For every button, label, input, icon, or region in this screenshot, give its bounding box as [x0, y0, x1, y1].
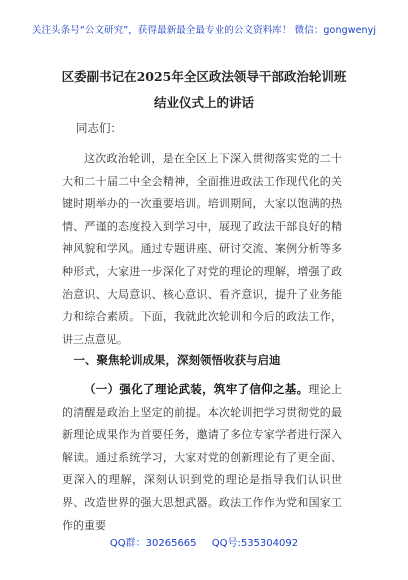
salutation: 同志们： — [76, 121, 122, 135]
document-title: 区委副书记在2025年全区政法领导干部政治轮训班结业仪式上的讲话 — [61, 69, 347, 110]
subsection-body: 理论上的清醒是政治上坚定的前提。本次轮训把学习贯彻党的最新理论成果作为首要任务，邀请了多位专家学者进行深入解读。通过系统学习，大家对党的创新理论有了更全面、更深入的理解，深刻认识到党的理论是指导我们认识世界、改造世界的强大思想武器。政法工作作为党和国家工作的重要 — [62, 383, 343, 532]
body-paragraph-1: 这次政治轮训，是在全区上下深入贯彻落实党的二十大和二十届二中全会精神，全面推进政法工作现代化的关键时期举办的一次重要培训。培训期间，大家以饱满的热情、严谨的态度投入到学习中，展现了政法干部良好的精神风貌和学风。通过专题讲座、研讨交流、案例分析等多种形式，大家进一步深化了对党的理论的理解，增强了政治意识、大局意识、核心意识、看齐意识，提升了业务能力和综合素质。下面，我就此次轮训和今后的政法工作，讲三点意见。 — [62, 152, 342, 346]
footer-qq-group: QQ群：30265665 — [109, 538, 197, 549]
footer-qq-number: QQ号:535304092 — [211, 538, 299, 549]
body-paragraph-2 — [62, 378, 342, 537]
section-heading-1: 一、聚焦轮训成果，深刻领悟收获与启迪 — [73, 353, 281, 367]
subsection-lead: （一）强化了理论武装，筑牢了信仰之基。 — [84, 382, 309, 396]
header-promo-note: 关注头条号“公文研究”，获得最新最全最专业的公文资料库！ 微信：gongwenyj — [31, 25, 377, 36]
footer-contact — [0, 534, 408, 549]
